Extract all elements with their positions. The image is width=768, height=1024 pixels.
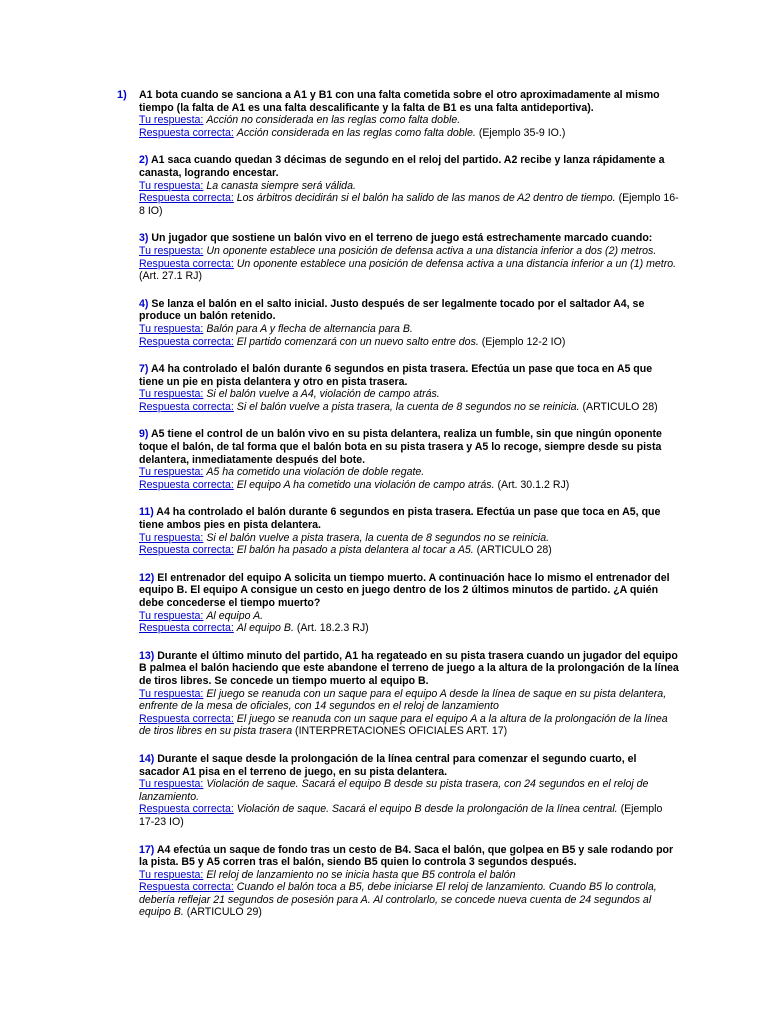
your-answer-label[interactable]: Tu respuesta: — [139, 687, 204, 700]
question-statement: Durante el último minuto del partido, A1 ha regateado en su pista trasera cuando un jugador del equipo B palmea el balón haciendo que este abandone el terreno de juego a la altura de la prolongación de la línea de tiros libres. Se concede un tiempo muerto al equipo B. — [139, 649, 679, 687]
question-block — [139, 753, 679, 829]
question-text — [139, 753, 679, 778]
question-text — [139, 844, 679, 869]
question-number: 17) — [139, 843, 155, 856]
correct-answer: Un oponente establece una posición de defensa activa a una distancia inferior a un (1) metro. — [236, 257, 677, 270]
your-answer-line — [139, 869, 679, 882]
your-answer: El juego se reanuda con un saque para el equipo A desde la línea de saque en su pista delantera, enfrente de la mesa de oficiales, con 14 segundos en el reloj de lanzamiento — [139, 687, 667, 713]
your-answer-line — [139, 114, 679, 127]
correct-answer-label[interactable]: Respuesta correcta: — [139, 803, 234, 816]
correct-answer-line — [139, 127, 679, 140]
rule-reference: (ARTICULO 29) — [186, 906, 262, 919]
correct-answer: Violación de saque. Sacará el equipo B desde la prolongación de la línea central. — [236, 803, 618, 816]
question-block — [139, 572, 679, 635]
question-block — [139, 154, 679, 217]
your-answer-label[interactable]: Tu respuesta: — [139, 114, 204, 127]
rule-reference: (Ejemplo 35-9 IO.) — [478, 126, 566, 139]
question-text — [139, 428, 679, 466]
question-text — [139, 572, 679, 610]
correct-answer-label[interactable]: Respuesta correcta: — [139, 712, 234, 725]
question-number: 2) — [139, 154, 149, 167]
correct-answer: El juego se reanuda con un saque para el equipo A a la altura de la prolongación de la línea de tiros libres en su pista trasera — [139, 712, 668, 738]
question-number-1: 1) — [117, 89, 127, 101]
question-block — [139, 89, 679, 139]
your-answer-line — [139, 778, 679, 803]
your-answer-line — [139, 688, 679, 713]
rule-reference: (Ejemplo 16-8 IO) — [139, 192, 679, 217]
correct-answer-line — [139, 803, 679, 828]
correct-answer-line — [139, 881, 679, 919]
your-answer-label[interactable]: Tu respuesta: — [139, 244, 204, 257]
quiz-results — [139, 89, 679, 934]
correct-answer-label[interactable]: Respuesta correcta: — [139, 126, 234, 139]
rule-reference: (INTERPRETACIONES OFICIALES ART. 17) — [295, 725, 508, 738]
correct-answer-label[interactable]: Respuesta correcta: — [139, 192, 234, 205]
correct-answer: El equipo A ha cometido una violación de campo atrás. — [236, 478, 495, 491]
correct-answer-label[interactable]: Respuesta correcta: — [139, 400, 234, 413]
correct-answer: Si el balón vuelve a pista trasera, la cuenta de 8 segundos no se reinicia. — [236, 400, 580, 413]
correct-answer-label[interactable]: Respuesta correcta: — [139, 335, 234, 348]
question-statement: A4 efectúa un saque de fondo tras un cesto de B4. Saca el balón, que golpea en B5 y sale rodando por la pista. B5 y A5 corren tras el balón, siendo B5 quien lo controla 3 segundos después. — [139, 843, 674, 869]
your-answer-label[interactable]: Tu respuesta: — [139, 868, 204, 881]
rule-reference: (Ejemplo 17-23 IO) — [139, 803, 663, 828]
question-block — [139, 232, 679, 282]
your-answer: A5 ha cometido una violación de doble regate. — [206, 466, 425, 479]
question-number: 11) — [139, 506, 154, 519]
rule-reference: (ARTICULO 28) — [476, 544, 552, 557]
question-number: 4) — [139, 297, 149, 310]
your-answer-line — [139, 610, 679, 623]
your-answer-label[interactable]: Tu respuesta: — [139, 778, 204, 791]
question-block — [139, 428, 679, 491]
your-answer-label[interactable]: Tu respuesta: — [139, 531, 204, 544]
question-statement: El entrenador del equipo A solicita un tiempo muerto. A continuación hace lo mismo el entrenador del equipo B. El equipo A consigue un cesto en juego dentro de los 2 últimos minutos de partido. ¿A quién debe concederse el tiempo muerto? — [139, 571, 670, 609]
question-block — [139, 506, 679, 556]
question-text — [139, 650, 679, 688]
question-statement: A4 ha controlado el balón durante 6 segundos en pista trasera. Efectúa un pase que toca en A5, que tiene ambos pies en pista delantera. — [139, 506, 661, 532]
your-answer-label[interactable]: Tu respuesta: — [139, 322, 204, 335]
question-statement: A1 bota cuando se sanciona a A1 y B1 con una falta cometida sobre el otro aproximadamente al mismo tiempo (la falta de A1 es una falta descalificante y la falta de B1 es una falta antideportiva). — [139, 89, 660, 114]
question-statement: Se lanza el balón en el salto inicial. Justo después de ser legalmente tocado por el saltador A4, se produce un balón retenido. — [139, 297, 645, 323]
your-answer-label[interactable]: Tu respuesta: — [139, 388, 204, 401]
question-text — [139, 506, 679, 531]
your-answer: Balón para A y flecha de alternancia para B. — [206, 322, 413, 335]
your-answer-line — [139, 532, 679, 545]
correct-answer: Acción considerada en las reglas como falta doble. — [236, 126, 476, 139]
your-answer-line — [139, 466, 679, 479]
your-answer: Si el balón vuelve a pista trasera, la cuenta de 8 segundos no se reinicia. — [206, 531, 550, 544]
question-text — [139, 298, 679, 323]
question-number: 3) — [139, 232, 149, 245]
correct-answer: Los árbitros decidirán si el balón ha salido de las manos de A2 dentro de tiempo. — [236, 192, 616, 205]
correct-answer-line — [139, 336, 679, 349]
your-answer: Al equipo A. — [206, 609, 264, 622]
your-answer-line — [139, 245, 679, 258]
correct-answer-line — [139, 258, 679, 283]
correct-answer-label[interactable]: Respuesta correcta: — [139, 257, 234, 270]
question-number: 7) — [139, 363, 149, 376]
your-answer-line — [139, 323, 679, 336]
correct-answer-line — [139, 544, 679, 557]
question-text — [139, 89, 679, 114]
question-number: 13) — [139, 649, 155, 662]
correct-answer-label[interactable]: Respuesta correcta: — [139, 544, 234, 557]
correct-answer: Al equipo B. — [236, 622, 294, 635]
question-number: 9) — [139, 428, 149, 441]
question-text — [139, 154, 679, 179]
your-answer: Si el balón vuelve a A4, violación de campo atrás. — [206, 388, 440, 401]
question-statement: Un jugador que sostiene un balón vivo en el terreno de juego está estrechamente marcado cuando: — [151, 232, 653, 245]
correct-answer-line — [139, 401, 679, 414]
correct-answer-label[interactable]: Respuesta correcta: — [139, 478, 234, 491]
question-block — [139, 650, 679, 738]
your-answer-line — [139, 180, 679, 193]
question-statement: A1 saca cuando quedan 3 décimas de segundo en el reloj del partido. A2 recibe y lanza rápidamente a canasta, logrando encestar. — [139, 154, 665, 179]
correct-answer-line — [139, 192, 679, 217]
question-text — [139, 232, 679, 245]
question-statement: A4 ha controlado el balón durante 6 segundos en pista trasera. Efectúa un pase que toca en A5 que tiene un pie en pista delantera y otro en pista trasera. — [139, 363, 653, 388]
rule-reference: (Art. 30.1.2 RJ) — [497, 478, 570, 491]
question-block — [139, 298, 679, 348]
rule-reference: (Ejemplo 12-2 IO) — [481, 335, 566, 348]
your-answer: El reloj de lanzamiento no se inicia hasta que B5 controla el balón — [206, 868, 516, 881]
correct-answer-line — [139, 713, 679, 738]
rule-reference: (Art. 27.1 RJ) — [139, 270, 202, 283]
question-block — [139, 844, 679, 920]
your-answer-label[interactable]: Tu respuesta: — [139, 609, 204, 622]
correct-answer-label[interactable]: Respuesta correcta: — [139, 881, 234, 894]
your-answer-label[interactable]: Tu respuesta: — [139, 179, 204, 192]
your-answer: Acción no considerada en las reglas como falta doble. — [206, 114, 461, 127]
correct-answer-line — [139, 479, 679, 492]
your-answer: Un oponente establece una posición de defensa activa a una distancia inferior a dos (2) metros. — [206, 244, 657, 257]
question-block — [139, 363, 679, 413]
your-answer-label[interactable]: Tu respuesta: — [139, 466, 204, 479]
rule-reference: (ARTICULO 28) — [582, 400, 658, 413]
rule-reference: (Art. 18.2.3 RJ) — [296, 622, 369, 635]
question-number: 14) — [139, 752, 155, 765]
question-number: 12) — [139, 571, 155, 584]
your-answer-line — [139, 388, 679, 401]
correct-answer-label[interactable]: Respuesta correcta: — [139, 622, 234, 635]
correct-answer: El balón ha pasado a pista delantera al tocar a A5. — [236, 544, 474, 557]
question-statement: A5 tiene el control de un balón vivo en su pista delantera, realiza un fumble, sin que ningún oponente toque el balón, de tal forma que el balón bota en su pista trasera y A5 lo recoge, siempre desde su pista delantera, inmediatamente después del bote. — [139, 428, 662, 466]
question-text — [139, 363, 679, 388]
correct-answer: El partido comenzará con un nuevo salto entre dos. — [236, 335, 479, 348]
question-statement: Durante el saque desde la prolongación de la línea central para comenzar el segundo cuarto, el sacador A1 pisa en el terreno de juego, en su pista delantera. — [139, 752, 637, 778]
your-answer: La canasta siempre será válida. — [206, 179, 356, 192]
correct-answer: Cuando el balón toca a B5, debe iniciarse El reloj de lanzamiento. Cuando B5 lo controla, debería reflejar 21 segundos de posesión para A. Al controlarlo, se concede nueva cuenta de 24 segundos al equipo B. — [139, 881, 657, 919]
your-answer: Violación de saque. Sacará el equipo B desde su pista trasera, con 24 segundos en el reloj de lanzamiento. — [139, 778, 649, 803]
correct-answer-line — [139, 622, 679, 635]
